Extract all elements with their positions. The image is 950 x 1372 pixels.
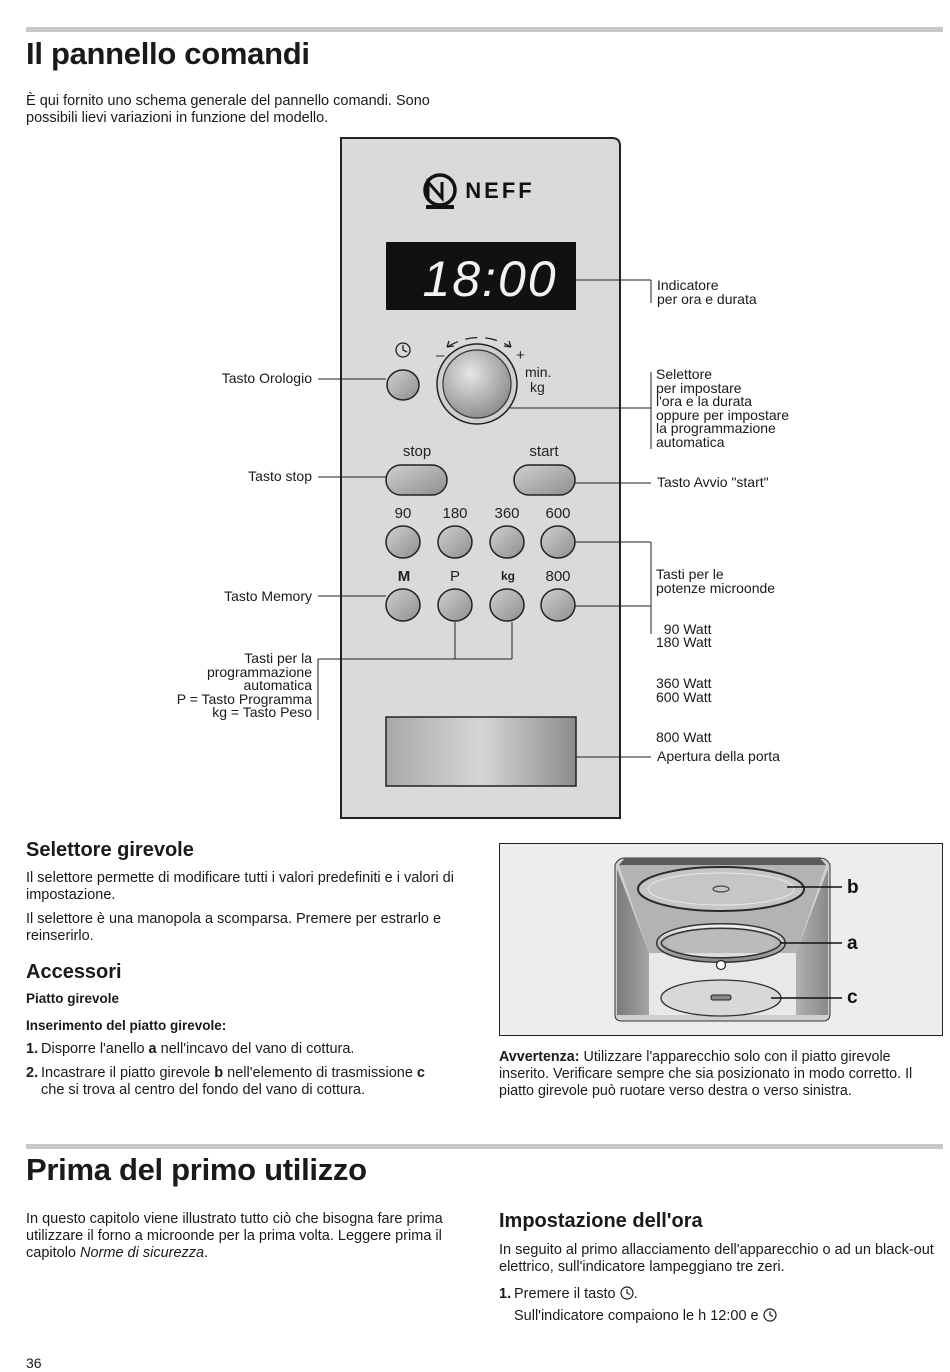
program-button[interactable] [438, 589, 472, 621]
accessori-sub2: Inserimento del piatto girevole: [26, 1018, 227, 1033]
memory-button[interactable] [386, 589, 420, 621]
stop-button[interactable] [386, 465, 447, 495]
impostazione-p1: In seguito al primo allacciamento dell'apparecchio o ad un black-out elettrico, sull'indicatore lampeggiano tre zeri. [499, 1242, 934, 1275]
brand-name: NEFF [465, 178, 535, 203]
power-600-button[interactable] [541, 526, 575, 558]
memory-label: M [397, 568, 411, 585]
section-rule [26, 27, 943, 32]
knob-minus: – [436, 347, 445, 364]
power-90-label: 90 [394, 505, 412, 522]
knob-kg-label: kg [530, 379, 545, 395]
clock-button[interactable] [387, 370, 419, 400]
page-number: 36 [26, 1355, 42, 1371]
door-open-button[interactable] [386, 717, 576, 786]
step-1: 1. Disporre l'anello a nell'incavo del vano di cottura. [26, 1041, 355, 1057]
impostazione-result: Sull'indicatore compaiono le h 12:00 e [514, 1308, 939, 1325]
label-clock-button: Tasto Orologio [221, 370, 312, 386]
section2-intro: In questo capitolo viene illustrato tutto ciò che bisogna fare prima utilizzare il forno a microonde per la prima volta. Leggere prima il capitolo Norme di sicurezza. [26, 1211, 443, 1261]
program-label: P [449, 568, 461, 585]
turntable-figure [499, 843, 943, 1036]
accessori-sub: Piatto girevole [26, 991, 120, 1006]
label-memory-button: Tasto Memory [224, 588, 312, 604]
panel-body [341, 138, 620, 818]
label-a: a [847, 933, 858, 954]
power-360-label: 360 [494, 505, 520, 522]
power-800-button[interactable] [541, 589, 575, 621]
selettore-p2: Il selettore è una manopola a scomparsa. Premere per estrarlo e reinserirlo. [26, 911, 442, 944]
section2-title: Prima del primo utilizzo [26, 1152, 367, 1187]
avvertenza-note: Avvertenza: Utilizzare l'apparecchio solo con il piatto girevole inserito. Verificare sempre che sia posizionato in modo corretto. Il piatto girevole può ruotare verso destra o verso sinistra. [499, 1049, 913, 1099]
intro-text: È qui fornito uno schema generale del pannello comandi. Sono possibili lievi variazioni in funzione del modello. [26, 93, 430, 126]
page-title: Il pannello comandi [26, 36, 310, 71]
step-2: 2. Incastrare il piatto girevole b nell'elemento di trasmissione c che si trova al centro del fondo del vano di cottura. [26, 1065, 425, 1098]
section-rule-2 [26, 1144, 943, 1149]
weight-label: kg [500, 569, 516, 583]
label-start-button: Tasto Avvio "start" [657, 474, 769, 490]
start-button[interactable] [514, 465, 575, 495]
start-label: start [529, 443, 559, 460]
clock-icon [620, 1286, 634, 1300]
power-360-button[interactable] [490, 526, 524, 558]
label-stop-button: Tasto stop [248, 468, 312, 484]
power-90-button[interactable] [386, 526, 420, 558]
accessori-title: Accessori [26, 961, 122, 983]
impostazione-step1: 1. Premere il tasto . [499, 1286, 638, 1302]
power-180-button[interactable] [438, 526, 472, 558]
label-power-buttons: Tasti per le potenze microonde 90 Watt 180 Watt 360 Watt 600 Watt 800 Watt [656, 566, 776, 746]
display-time: 18:00 [422, 251, 558, 307]
knob-min-label: min. [525, 364, 552, 380]
label-indicator: Indicatore per ora e durata [657, 277, 757, 307]
selettore-title: Selettore girevole [26, 839, 194, 861]
impostazione-title: Impostazione dell'ora [499, 1210, 703, 1232]
power-180-label: 180 [442, 505, 468, 522]
label-c: c [847, 987, 858, 1008]
power-600-label: 600 [545, 505, 571, 522]
selettore-p1: Il selettore permette di modificare tutti i valori predefiniti e i valori di impostazione. [26, 870, 454, 903]
knob-plus: + [516, 347, 525, 364]
label-auto-programs: Tasti per la programmazione automatica P = Tasto Programma kg = Tasto Peso [176, 650, 312, 721]
label-b: b [847, 877, 859, 898]
stop-label: stop [402, 443, 432, 460]
power-800-label: 800 [545, 568, 571, 585]
control-panel-diagram [0, 130, 950, 830]
clock-icon [763, 1308, 777, 1322]
label-door: Apertura della porta [657, 748, 780, 764]
label-selector: Selettore per impostare l'ora e la durata oppure per impostare la programmazione automatica [656, 366, 790, 450]
weight-button[interactable] [490, 589, 524, 621]
